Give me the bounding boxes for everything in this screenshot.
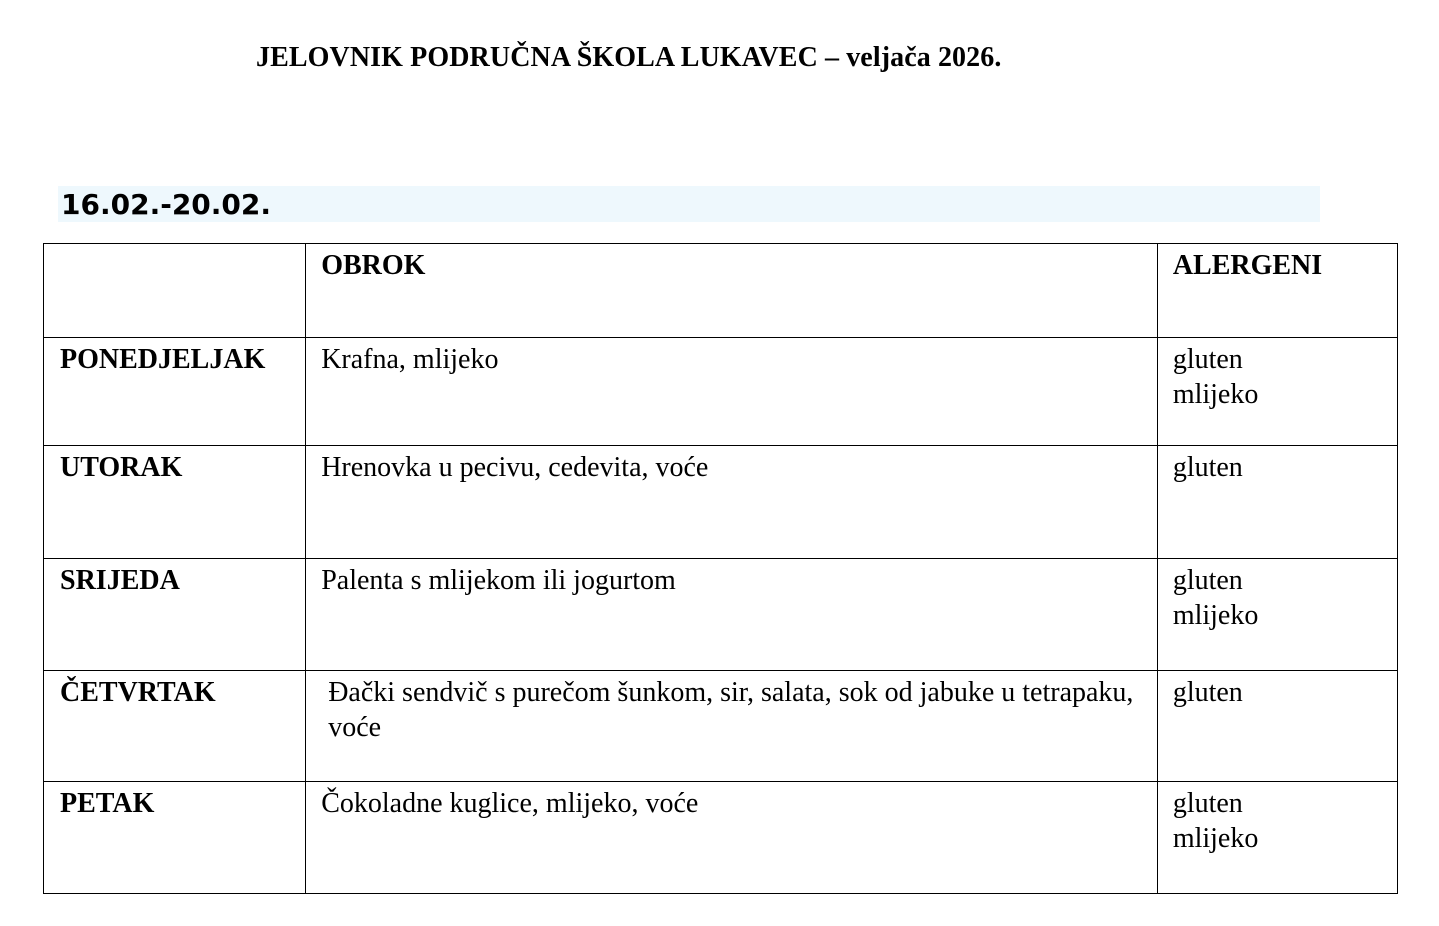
page-title: JELOVNIK PODRUČNA ŠKOLA LUKAVEC – veljača 2026. bbox=[256, 42, 1002, 73]
table-header-row bbox=[44, 244, 1398, 338]
day-monday: PONEDJELJAK bbox=[44, 338, 306, 446]
allergens-thursday bbox=[1157, 671, 1397, 782]
week-range-banner bbox=[58, 186, 1320, 222]
header-day-cell bbox=[44, 244, 306, 338]
header-allergens: ALERGENI bbox=[1157, 244, 1397, 338]
allergen-item: gluten bbox=[1172, 452, 1243, 483]
day-tuesday: UTORAK bbox=[44, 446, 306, 559]
meal-tuesday: Hrenovka u pecivu, cedevita, voće bbox=[306, 446, 1158, 559]
table-row bbox=[44, 446, 1398, 559]
header-meal: OBROK bbox=[306, 244, 1158, 338]
table-row bbox=[44, 338, 1398, 446]
allergen-item: mlijeko bbox=[1172, 823, 1259, 854]
meal-monday: Krafna, mlijeko bbox=[306, 338, 1158, 446]
allergens-wednesday bbox=[1157, 559, 1397, 671]
allergen-item: mlijeko bbox=[1172, 379, 1259, 410]
meal-wednesday: Palenta s mlijekom ili jogurtom bbox=[306, 559, 1158, 671]
allergen-item: mlijeko bbox=[1172, 600, 1259, 631]
allergens-tuesday bbox=[1157, 446, 1397, 559]
meal-thursday: Đački sendvič s purečom šunkom, sir, salata, sok od jabuke u tetrapaku, voće bbox=[306, 671, 1158, 782]
table-row bbox=[44, 559, 1398, 671]
allergen-item: gluten bbox=[1172, 565, 1243, 596]
day-wednesday: SRIJEDA bbox=[44, 559, 306, 671]
table-row bbox=[44, 782, 1398, 894]
allergen-item: gluten bbox=[1172, 344, 1243, 375]
allergens-monday bbox=[1157, 338, 1397, 446]
allergen-item: gluten bbox=[1172, 788, 1243, 819]
allergens-friday bbox=[1157, 782, 1397, 894]
meal-friday: Čokoladne kuglice, mlijeko, voće bbox=[306, 782, 1158, 894]
menu-table bbox=[43, 243, 1398, 894]
week-range-label: 16.02.-20.02. bbox=[61, 188, 272, 221]
day-friday: PETAK bbox=[44, 782, 306, 894]
day-thursday: ČETVRTAK bbox=[44, 671, 306, 782]
table-row bbox=[44, 671, 1398, 782]
allergen-item: gluten bbox=[1172, 677, 1243, 708]
